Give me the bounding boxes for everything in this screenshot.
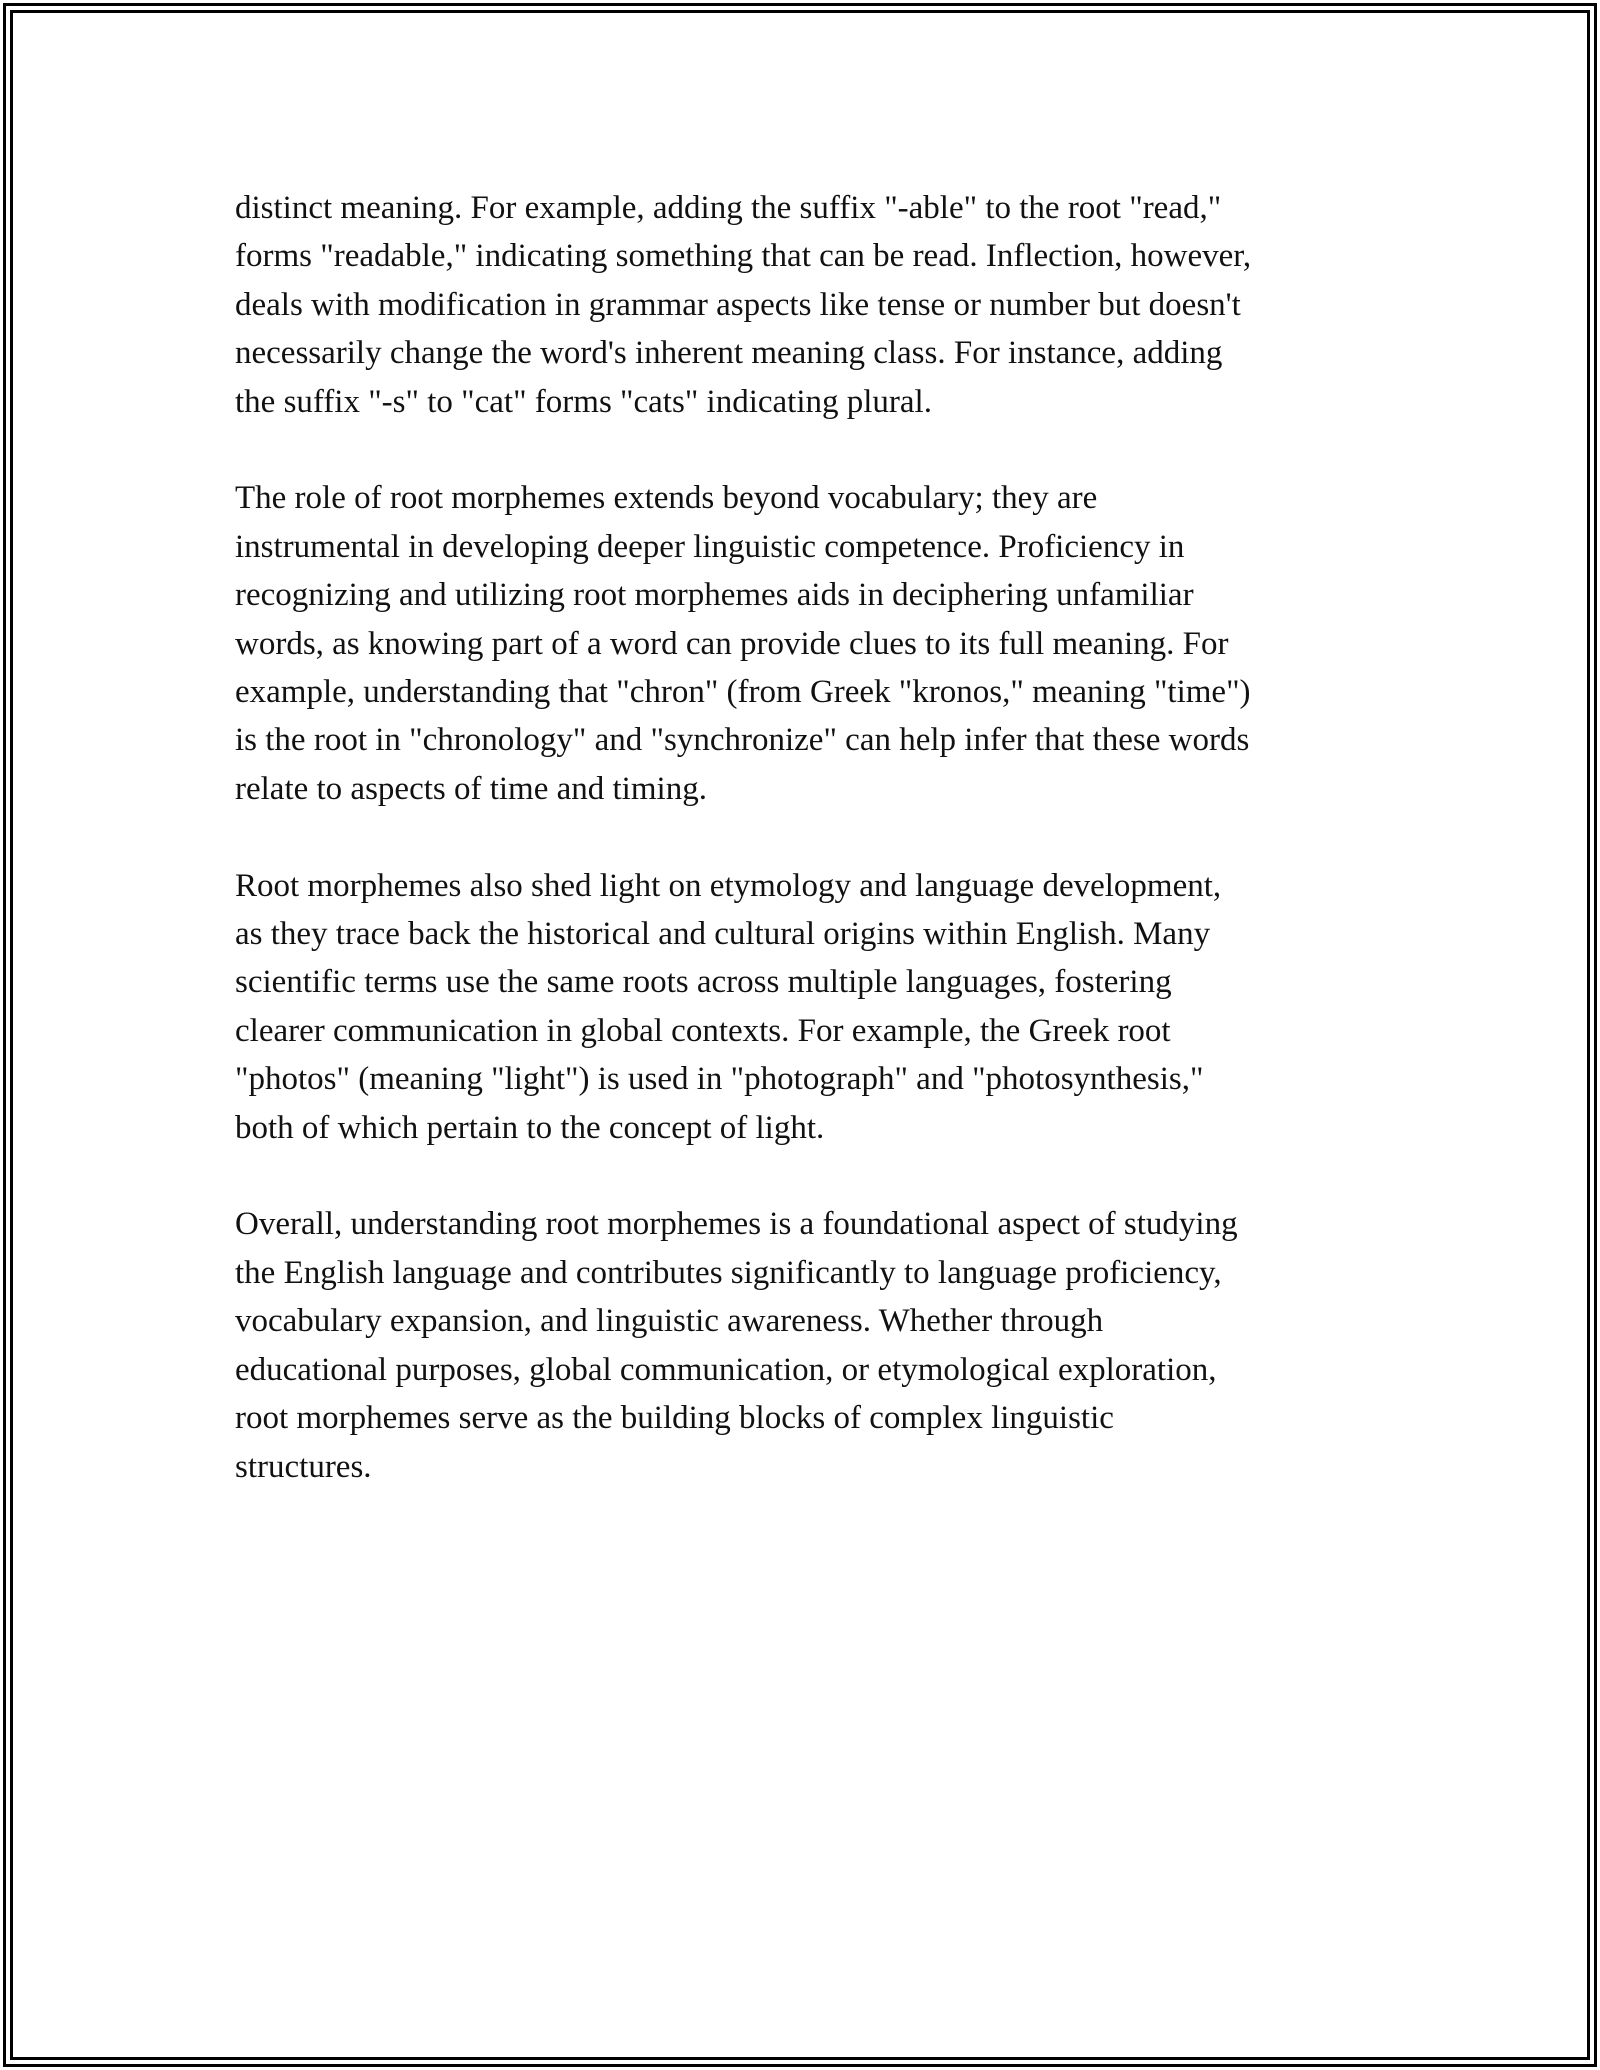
text-line: words, as knowing part of a word can provide clues to its full meaning. For	[235, 625, 1229, 662]
text-line: recognizing and utilizing root morphemes aids in deciphering unfamiliar	[235, 577, 1194, 614]
text-line: relate to aspects of time and timing.	[235, 770, 707, 807]
text-line: vocabulary expansion, and linguistic awareness. Whether through	[235, 1303, 1104, 1340]
text-line: instrumental in developing deeper linguistic competence. Proficiency in	[235, 528, 1185, 565]
text-line: the English language and contributes significantly to language proficiency,	[235, 1254, 1222, 1291]
text-line: the suffix "-s" to "cat" forms "cats" indicating plural.	[235, 383, 932, 420]
text-line: root morphemes serve as the building blocks of complex linguistic	[235, 1400, 1114, 1437]
text-line: The role of root morphemes extends beyond vocabulary; they are	[235, 480, 1098, 517]
text-line: forms "readable," indicating something that can be read. Inflection, however,	[235, 238, 1252, 275]
text-line: is the root in "chronology" and "synchronize" can help infer that these words	[235, 722, 1250, 759]
text-line: necessarily change the word's inherent meaning class. For instance, adding	[235, 335, 1223, 372]
text-line: as they trace back the historical and cultural origins within English. Many	[235, 916, 1211, 953]
text-line: scientific terms use the same roots across multiple languages, fostering	[235, 964, 1172, 1001]
text-line: Overall, understanding root morphemes is a foundational aspect of studying	[235, 1206, 1238, 1243]
text-line: "photos" (meaning "light") is used in "photograph" and "photosynthesis,"	[235, 1061, 1204, 1098]
text-line: distinct meaning. For example, adding the suffix "-able" to the root "read,"	[235, 190, 1222, 226]
paragraph-derivation-inflection	[235, 184, 1380, 426]
text-line: both of which pertain to the concept of light.	[235, 1109, 825, 1146]
text-line: clearer communication in global contexts. For example, the Greek root	[235, 1012, 1171, 1049]
text-line: example, understanding that "chron" (from Greek "kronos," meaning "time")	[235, 674, 1251, 711]
paragraph-linguistic-competence	[235, 474, 1380, 813]
text-line: structures.	[235, 1448, 372, 1485]
text-line: deals with modification in grammar aspects like tense or number but doesn't	[235, 286, 1241, 323]
text-line: educational purposes, global communication, or etymological exploration,	[235, 1351, 1217, 1388]
text-line: Root morphemes also shed light on etymology and language development,	[235, 867, 1222, 904]
paragraph-etymology	[235, 862, 1380, 1152]
document-body	[235, 184, 1380, 1491]
paragraph-conclusion	[235, 1200, 1380, 1490]
